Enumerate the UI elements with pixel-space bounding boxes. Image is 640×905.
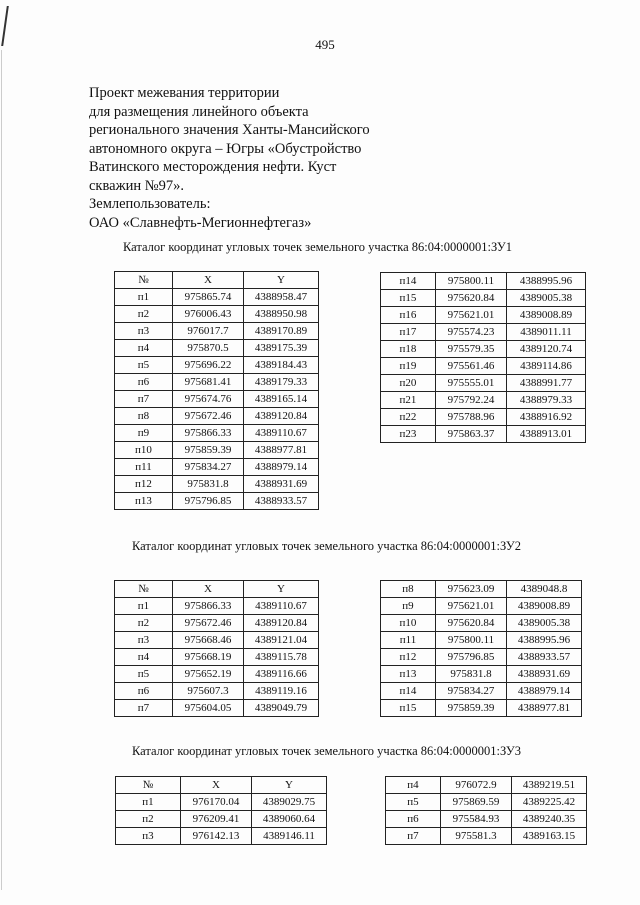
table-header-row	[115, 581, 319, 598]
table-row	[116, 828, 327, 845]
point-id-cell: п22	[381, 409, 436, 426]
x-coordinate-cell: 975579.35	[436, 341, 507, 358]
x-coordinate-cell: 975831.8	[173, 476, 244, 493]
y-coordinate-cell: 4389005.38	[507, 615, 582, 632]
x-coordinate-cell: 975863.37	[436, 426, 507, 443]
x-coordinate-cell: 975574.23	[436, 324, 507, 341]
table-header-row	[115, 272, 319, 289]
y-coordinate-cell: 4389225.42	[512, 794, 587, 811]
table-row	[115, 493, 319, 510]
point-id-cell: п5	[115, 357, 173, 374]
point-id-cell: п12	[381, 649, 436, 666]
catalog-caption-zu3: Каталог координат угловых точек земельного участка 86:04:0000001:ЗУ3	[132, 744, 522, 758]
table-row	[115, 442, 319, 459]
y-coordinate-cell: 4389048.8	[507, 581, 582, 598]
x-coordinate-cell: 976142.13	[181, 828, 252, 845]
point-id-cell: п4	[115, 649, 173, 666]
table-row	[381, 358, 586, 375]
table-row	[381, 615, 582, 632]
table-row	[116, 794, 327, 811]
y-coordinate-cell: 4389219.51	[512, 777, 587, 794]
point-id-cell: п17	[381, 324, 436, 341]
x-coordinate-cell: 975859.39	[436, 700, 507, 717]
column-header: Y	[244, 581, 319, 598]
y-coordinate-cell: 4388931.69	[244, 476, 319, 493]
title-line: Проект межевания территории	[89, 85, 280, 101]
x-coordinate-cell: 975788.96	[436, 409, 507, 426]
table-row	[386, 828, 587, 845]
point-id-cell: п21	[381, 392, 436, 409]
y-coordinate-cell: 4389116.66	[244, 666, 319, 683]
x-coordinate-cell: 975865.74	[173, 289, 244, 306]
y-coordinate-cell: 4388977.81	[507, 700, 582, 717]
table-row	[381, 649, 582, 666]
column-header: X	[173, 581, 244, 598]
y-coordinate-cell: 4389011.11	[507, 324, 586, 341]
point-id-cell: п14	[381, 683, 436, 700]
y-coordinate-cell: 4389005.38	[507, 290, 586, 307]
point-id-cell: п4	[386, 777, 441, 794]
y-coordinate-cell: 4389120.84	[244, 615, 319, 632]
point-id-cell: п10	[381, 615, 436, 632]
scan-edge	[1, 50, 2, 890]
point-id-cell: п11	[381, 632, 436, 649]
y-coordinate-cell: 4389179.33	[244, 374, 319, 391]
point-id-cell: п3	[115, 632, 173, 649]
table-row	[115, 649, 319, 666]
title-line: автономного округа – Югры «Обустройство	[89, 140, 362, 157]
y-coordinate-cell: 4389008.89	[507, 598, 582, 615]
point-id-cell: п15	[381, 290, 436, 307]
table-row	[386, 794, 587, 811]
point-id-cell: п3	[116, 828, 181, 845]
point-id-cell: п12	[115, 476, 173, 493]
table-row	[115, 666, 319, 683]
x-coordinate-cell: 975581.3	[441, 828, 512, 845]
y-coordinate-cell: 4388931.69	[507, 666, 582, 683]
point-id-cell: п5	[386, 794, 441, 811]
table-row	[115, 700, 319, 717]
table-row	[381, 426, 586, 443]
y-coordinate-cell: 4388991.77	[507, 375, 586, 392]
page-number: 495	[315, 37, 335, 52]
y-coordinate-cell: 4388950.98	[244, 306, 319, 323]
coordinates-table-zu2-left	[114, 580, 319, 717]
table-row	[115, 408, 319, 425]
x-coordinate-cell: 976072.9	[441, 777, 512, 794]
point-id-cell: п13	[381, 666, 436, 683]
table-row	[381, 598, 582, 615]
point-id-cell: п8	[381, 581, 436, 598]
x-coordinate-cell: 975869.59	[441, 794, 512, 811]
point-id-cell: п7	[115, 391, 173, 408]
x-coordinate-cell: 975681.41	[173, 374, 244, 391]
table-row	[116, 811, 327, 828]
y-coordinate-cell: 4389115.78	[244, 649, 319, 666]
x-coordinate-cell: 975831.8	[436, 666, 507, 683]
y-coordinate-cell: 4389175.39	[244, 340, 319, 357]
x-coordinate-cell: 975652.19	[173, 666, 244, 683]
catalog-caption-zu2: Каталог координат угловых точек земельного участка 86:04:0000001:ЗУ2	[132, 539, 522, 553]
table-row	[115, 615, 319, 632]
table-row	[115, 374, 319, 391]
table-row	[381, 632, 582, 649]
y-coordinate-cell: 4389008.89	[507, 307, 586, 324]
y-coordinate-cell: 4388979.14	[507, 683, 582, 700]
x-coordinate-cell: 976017.7	[173, 323, 244, 340]
title-line: скважин №97».	[89, 177, 184, 194]
table-row	[381, 581, 582, 598]
x-coordinate-cell: 976006.43	[173, 306, 244, 323]
title-line: для размещения линейного объекта	[89, 103, 309, 120]
x-coordinate-cell: 975621.01	[436, 307, 507, 324]
coordinates-table-zu3-left	[115, 776, 327, 845]
x-coordinate-cell: 975623.09	[436, 581, 507, 598]
point-id-cell: п6	[386, 811, 441, 828]
table-row	[381, 375, 586, 392]
y-coordinate-cell: 4389110.67	[244, 425, 319, 442]
point-id-cell: п11	[115, 459, 173, 476]
point-id-cell: п10	[115, 442, 173, 459]
column-header: Y	[244, 272, 319, 289]
x-coordinate-cell: 975584.93	[441, 811, 512, 828]
point-id-cell: п1	[115, 289, 173, 306]
y-coordinate-cell: 4389163.15	[512, 828, 587, 845]
y-coordinate-cell: 4388933.57	[507, 649, 582, 666]
point-id-cell: п16	[381, 307, 436, 324]
x-coordinate-cell: 975870.5	[173, 340, 244, 357]
y-coordinate-cell: 4389120.74	[507, 341, 586, 358]
x-coordinate-cell: 975796.85	[436, 649, 507, 666]
x-coordinate-cell: 975800.11	[436, 273, 507, 290]
title-line: регионального значения Ханты-Мансийского	[89, 122, 370, 138]
title-line: ОАО «Славнефть-Мегионнефтегаз»	[89, 214, 312, 231]
y-coordinate-cell: 4389060.64	[252, 811, 327, 828]
table-row	[115, 683, 319, 700]
x-coordinate-cell: 976170.04	[181, 794, 252, 811]
table-row	[381, 683, 582, 700]
y-coordinate-cell: 4389165.14	[244, 391, 319, 408]
y-coordinate-cell: 4389240.35	[512, 811, 587, 828]
x-coordinate-cell: 975800.11	[436, 632, 507, 649]
point-id-cell: п7	[386, 828, 441, 845]
table-row	[381, 324, 586, 341]
point-id-cell: п9	[381, 598, 436, 615]
point-id-cell: п2	[116, 811, 181, 828]
coordinates-table-zu1-right	[380, 272, 586, 443]
table-row	[381, 273, 586, 290]
table-row	[115, 289, 319, 306]
column-header: №	[116, 777, 181, 794]
table-row	[381, 307, 586, 324]
x-coordinate-cell: 975866.33	[173, 598, 244, 615]
point-id-cell: п8	[115, 408, 173, 425]
document-title	[89, 84, 370, 232]
y-coordinate-cell: 4388979.14	[244, 459, 319, 476]
x-coordinate-cell: 975620.84	[436, 615, 507, 632]
table-row	[115, 425, 319, 442]
y-coordinate-cell: 4389114.86	[507, 358, 586, 375]
y-coordinate-cell: 4388913.01	[507, 426, 586, 443]
point-id-cell: п20	[381, 375, 436, 392]
table-row	[115, 340, 319, 357]
point-id-cell: п15	[381, 700, 436, 717]
x-coordinate-cell: 975859.39	[173, 442, 244, 459]
point-id-cell: п1	[116, 794, 181, 811]
table-header-row	[116, 777, 327, 794]
point-id-cell: п13	[115, 493, 173, 510]
table-row	[386, 777, 587, 794]
column-header: №	[115, 581, 173, 598]
x-coordinate-cell: 975621.01	[436, 598, 507, 615]
x-coordinate-cell: 975834.27	[173, 459, 244, 476]
column-header: №	[115, 272, 173, 289]
table-row	[381, 392, 586, 409]
table-row	[115, 306, 319, 323]
point-id-cell: п14	[381, 273, 436, 290]
y-coordinate-cell: 4389049.79	[244, 700, 319, 717]
point-id-cell: п2	[115, 306, 173, 323]
point-id-cell: п1	[115, 598, 173, 615]
x-coordinate-cell: 976209.41	[181, 811, 252, 828]
coordinates-table-zu3-right	[385, 776, 587, 845]
x-coordinate-cell: 975674.76	[173, 391, 244, 408]
x-coordinate-cell: 975792.24	[436, 392, 507, 409]
x-coordinate-cell: 975561.46	[436, 358, 507, 375]
coordinates-table-zu2-right	[380, 580, 582, 717]
x-coordinate-cell: 975555.01	[436, 375, 507, 392]
x-coordinate-cell: 975604.05	[173, 700, 244, 717]
table-row	[381, 341, 586, 358]
table-row	[115, 598, 319, 615]
x-coordinate-cell: 975796.85	[173, 493, 244, 510]
y-coordinate-cell: 4389170.89	[244, 323, 319, 340]
point-id-cell: п6	[115, 374, 173, 391]
y-coordinate-cell: 4388995.96	[507, 632, 582, 649]
x-coordinate-cell: 975668.19	[173, 649, 244, 666]
table-row	[115, 459, 319, 476]
point-id-cell: п6	[115, 683, 173, 700]
table-row	[115, 476, 319, 493]
margin-mark	[1, 6, 9, 46]
table-row	[115, 323, 319, 340]
table-row	[381, 409, 586, 426]
x-coordinate-cell: 975866.33	[173, 425, 244, 442]
column-header: Y	[252, 777, 327, 794]
y-coordinate-cell: 4389120.84	[244, 408, 319, 425]
x-coordinate-cell: 975620.84	[436, 290, 507, 307]
y-coordinate-cell: 4389121.04	[244, 632, 319, 649]
column-header: X	[181, 777, 252, 794]
title-line: Ватинского месторождения нефти. Куст	[89, 159, 337, 175]
column-header: X	[173, 272, 244, 289]
point-id-cell: п2	[115, 615, 173, 632]
table-row	[115, 391, 319, 408]
point-id-cell: п7	[115, 700, 173, 717]
point-id-cell: п23	[381, 426, 436, 443]
y-coordinate-cell: 4388916.92	[507, 409, 586, 426]
table-row	[386, 811, 587, 828]
y-coordinate-cell: 4388979.33	[507, 392, 586, 409]
title-line: Землепользователь:	[89, 196, 211, 212]
point-id-cell: п9	[115, 425, 173, 442]
y-coordinate-cell: 4388995.96	[507, 273, 586, 290]
y-coordinate-cell: 4388977.81	[244, 442, 319, 459]
table-row	[115, 632, 319, 649]
point-id-cell: п4	[115, 340, 173, 357]
point-id-cell: п5	[115, 666, 173, 683]
point-id-cell: п3	[115, 323, 173, 340]
point-id-cell: п18	[381, 341, 436, 358]
y-coordinate-cell: 4388958.47	[244, 289, 319, 306]
x-coordinate-cell: 975672.46	[173, 615, 244, 632]
x-coordinate-cell: 975672.46	[173, 408, 244, 425]
x-coordinate-cell: 975668.46	[173, 632, 244, 649]
y-coordinate-cell: 4389184.43	[244, 357, 319, 374]
y-coordinate-cell: 4389029.75	[252, 794, 327, 811]
table-row	[381, 666, 582, 683]
table-row	[381, 700, 582, 717]
x-coordinate-cell: 975607.3	[173, 683, 244, 700]
y-coordinate-cell: 4389110.67	[244, 598, 319, 615]
catalog-caption-zu1: Каталог координат угловых точек земельного участка 86:04:0000001:ЗУ1	[123, 240, 513, 254]
x-coordinate-cell: 975834.27	[436, 683, 507, 700]
x-coordinate-cell: 975696.22	[173, 357, 244, 374]
table-row	[115, 357, 319, 374]
coordinates-table-zu1-left	[114, 271, 319, 510]
y-coordinate-cell: 4389119.16	[244, 683, 319, 700]
y-coordinate-cell: 4389146.11	[252, 828, 327, 845]
point-id-cell: п19	[381, 358, 436, 375]
table-row	[381, 290, 586, 307]
y-coordinate-cell: 4388933.57	[244, 493, 319, 510]
